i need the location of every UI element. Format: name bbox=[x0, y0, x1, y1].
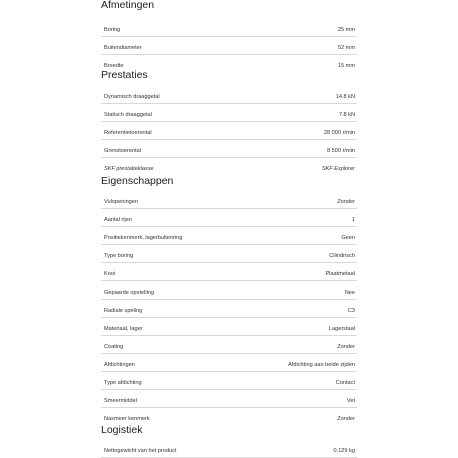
row-value: Vet bbox=[346, 398, 355, 404]
row-value: C3 bbox=[347, 308, 355, 314]
table-row bbox=[101, 337, 357, 354]
row-label: Grenstoerental bbox=[104, 148, 142, 154]
table-row bbox=[101, 87, 357, 104]
row-value: Zonder bbox=[337, 199, 355, 205]
row-value: 28 000 r/min bbox=[323, 130, 355, 136]
table-row bbox=[101, 228, 357, 245]
row-value: 7.8 kN bbox=[338, 112, 355, 118]
row-label: Boring bbox=[104, 27, 121, 33]
row-value: 14.8 kN bbox=[335, 94, 355, 100]
table-row bbox=[101, 20, 357, 37]
row-label: Statisch draaggetal bbox=[104, 112, 152, 118]
table-row bbox=[101, 123, 357, 140]
row-value: SKF Explorer bbox=[321, 166, 355, 172]
row-label: SKF prestatieklasse bbox=[104, 166, 154, 172]
row-label: Type boring bbox=[104, 253, 134, 259]
row-label: Vulopeningen bbox=[104, 199, 139, 205]
row-label: Afdichtingen bbox=[104, 362, 135, 368]
row-label: Breedte bbox=[104, 63, 124, 69]
row-value: Cilindrisch bbox=[329, 253, 355, 259]
row-label: Nasmeer kenmerk bbox=[104, 416, 150, 422]
row-label: Dynamisch draaggetal bbox=[104, 94, 160, 100]
row-label: Type afdichting bbox=[104, 380, 142, 386]
row-label: Materiaal, lager bbox=[104, 326, 143, 332]
row-value: Contact bbox=[335, 380, 355, 386]
row-value: 8 500 r/min bbox=[327, 148, 355, 154]
row-value: 25 mm bbox=[337, 27, 355, 33]
table-row bbox=[101, 264, 357, 281]
table-row bbox=[101, 441, 357, 458]
table-row bbox=[101, 283, 357, 300]
table-row bbox=[101, 391, 357, 408]
table-row bbox=[101, 105, 357, 122]
table-row bbox=[101, 373, 357, 390]
row-value: Zonder bbox=[337, 416, 355, 422]
row-label: Radiale speling bbox=[104, 308, 143, 314]
table-row bbox=[101, 38, 357, 55]
row-label: Kooi bbox=[104, 271, 116, 277]
row-value: 15 mm bbox=[337, 63, 355, 69]
table-row bbox=[101, 301, 357, 318]
row-label: Smeermiddel bbox=[104, 398, 137, 404]
row-value: Nee bbox=[344, 290, 355, 296]
section-title-prestaties: Prestaties bbox=[101, 69, 148, 81]
table-row bbox=[101, 246, 357, 263]
row-value: Plaatmetaal bbox=[325, 271, 355, 277]
row-value: Geen bbox=[341, 235, 355, 241]
section-title-afmetingen: Afmetingen bbox=[101, 0, 155, 11]
row-value: Afdichting aan beide zijden bbox=[288, 362, 355, 368]
row-value: 1 bbox=[351, 217, 355, 223]
row-label: Referentietoerental bbox=[104, 130, 152, 136]
row-label: Buitendiameter bbox=[104, 45, 142, 51]
row-value: Lagerstaal bbox=[328, 326, 355, 332]
row-label: Coating bbox=[104, 344, 124, 350]
table-row bbox=[101, 141, 357, 158]
section-title-logistiek: Logistiek bbox=[101, 424, 143, 436]
row-value: 0.129 kg bbox=[333, 448, 355, 454]
table-row bbox=[101, 210, 357, 227]
table-row bbox=[101, 319, 357, 336]
row-label: Aantal rijen bbox=[104, 217, 132, 223]
section-title-eigenschappen: Eigenschappen bbox=[101, 175, 174, 187]
row-value: 52 mm bbox=[337, 45, 355, 51]
row-label: Gepaarde opstelling bbox=[104, 290, 155, 296]
row-label: Positiekenmerk, lagerbuitenring bbox=[104, 235, 183, 241]
table-row bbox=[101, 192, 357, 209]
table-row bbox=[101, 159, 357, 175]
row-label: Nettogewicht van het product bbox=[104, 448, 177, 454]
table-row bbox=[101, 409, 357, 425]
table-row bbox=[101, 355, 357, 372]
row-value: Zonder bbox=[337, 344, 355, 350]
